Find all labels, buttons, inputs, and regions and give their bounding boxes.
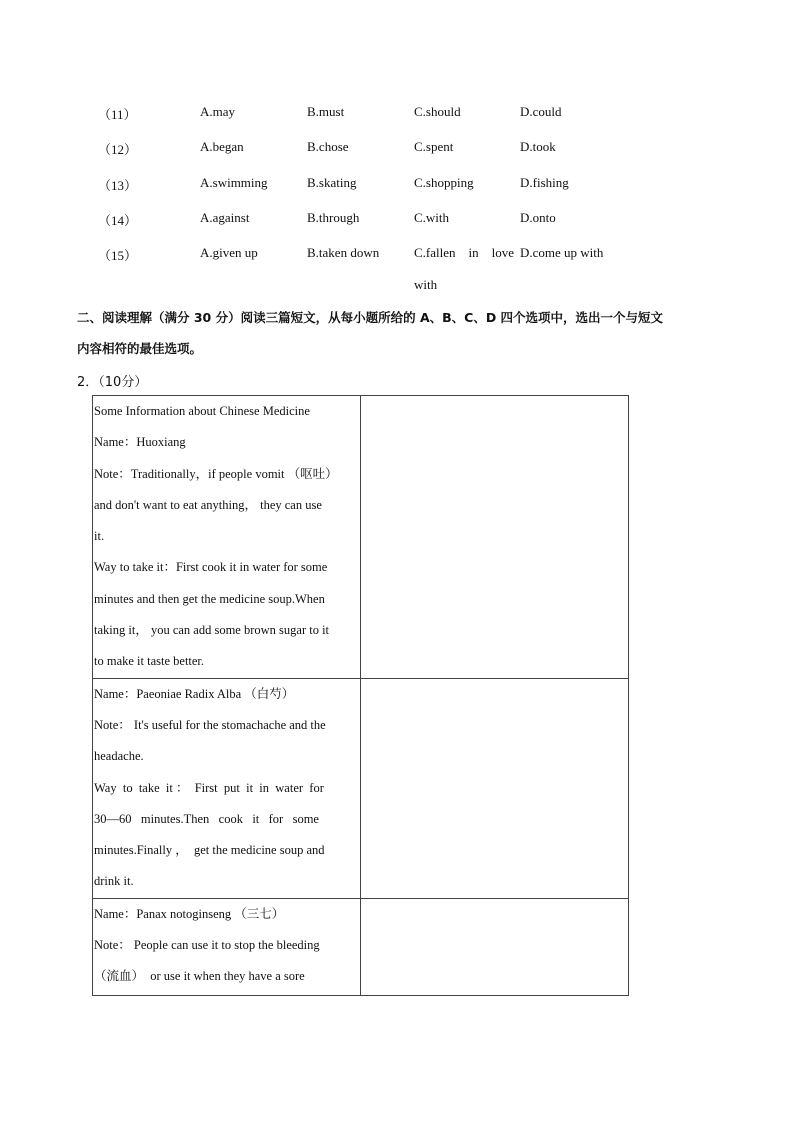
option-row-14 [0, 210, 794, 230]
medicine-usage: minutes and then get the medicine soup.When [94, 591, 325, 606]
table-row [93, 396, 629, 679]
question-label: 2．（10分） [77, 375, 148, 390]
medicine-note: it. [94, 529, 105, 544]
option-b: B.must [307, 104, 345, 119]
option-a: A.may [200, 104, 236, 119]
option-wrap-text: with [414, 277, 438, 292]
option-b: B.through [307, 210, 360, 225]
option-a: A.began [200, 139, 244, 154]
option-d: D.onto [520, 210, 556, 225]
medicine-usage: drink it. [94, 874, 134, 889]
question-number: （12） [98, 142, 138, 157]
table-cell-empty [361, 396, 629, 679]
option-b: B.skating [307, 175, 357, 190]
option-d: D.come up with [520, 245, 604, 260]
table-row [93, 898, 629, 995]
medicine-usage: Way to take it：First cook it in water for some [94, 560, 328, 575]
option-c: C.fallen in love [414, 245, 515, 260]
option-a: A.swimming [200, 175, 268, 190]
medicine-table [92, 395, 629, 996]
option-d: D.could [520, 104, 562, 119]
option-a: A.against [200, 210, 250, 225]
option-d: D.took [520, 139, 556, 154]
medicine-note: Note： People can use it to stop the bleeding [94, 938, 320, 953]
section-heading-line2: 内容相符的最佳选项。 [77, 341, 203, 356]
option-c: C.should [414, 104, 461, 119]
option-b: B.chose [307, 139, 349, 154]
table-cell [93, 678, 361, 898]
medicine-note: Note： It's useful for the stomachache and the [94, 717, 326, 732]
medicine-name: Name：Panax notoginseng （三七） [94, 906, 285, 921]
question-number: （15） [98, 248, 138, 263]
table-cell-empty [361, 678, 629, 898]
option-row-11 [0, 104, 794, 124]
option-c: C.with [414, 210, 450, 225]
question-number: （13） [98, 178, 138, 193]
section-heading-line1: 二、阅读理解（满分 30 分）阅读三篇短文，从每小题所给的 A、B、C、D 四个选项中，选出一个与短文 [77, 310, 664, 325]
table-cell-empty [361, 898, 629, 995]
medicine-name: Name：Paeoniae Radix Alba （白芍） [94, 686, 295, 701]
table-cell [93, 396, 361, 679]
medicine-note: headache. [94, 749, 144, 764]
option-b: B.taken down [307, 245, 380, 260]
table-row [93, 678, 629, 898]
option-row-15 [0, 245, 794, 265]
medicine-note: and don't want to eat anything， they can use [94, 497, 322, 512]
medicine-usage: 30—60 minutes.Then cook it for some [94, 811, 319, 826]
medicine-note: Note：Traditionally，if people vomit （呕吐） [94, 466, 338, 481]
medicine-usage: minutes.Finally ， get the medicine soup and [94, 843, 325, 858]
table-cell [93, 898, 361, 995]
question-number: （14） [98, 213, 138, 228]
option-c: C.shopping [414, 175, 474, 190]
question-number: （11） [98, 107, 137, 122]
medicine-usage: taking it， you can add some brown sugar to it [94, 623, 330, 638]
option-row-13 [0, 175, 794, 195]
option-c: C.spent [414, 139, 454, 154]
medicine-name: Name：Huoxiang [94, 435, 186, 450]
option-a: A.given up [200, 245, 258, 260]
medicine-usage: Way to take it ： First put it in water for [94, 780, 324, 795]
medicine-note: （流血） or use it when they have a sore [94, 969, 305, 984]
medicine-usage: to make it taste better. [94, 654, 205, 669]
option-d: D.fishing [520, 175, 569, 190]
table-title: Some Information about Chinese Medicine [94, 404, 310, 418]
option-row-12 [0, 139, 794, 159]
